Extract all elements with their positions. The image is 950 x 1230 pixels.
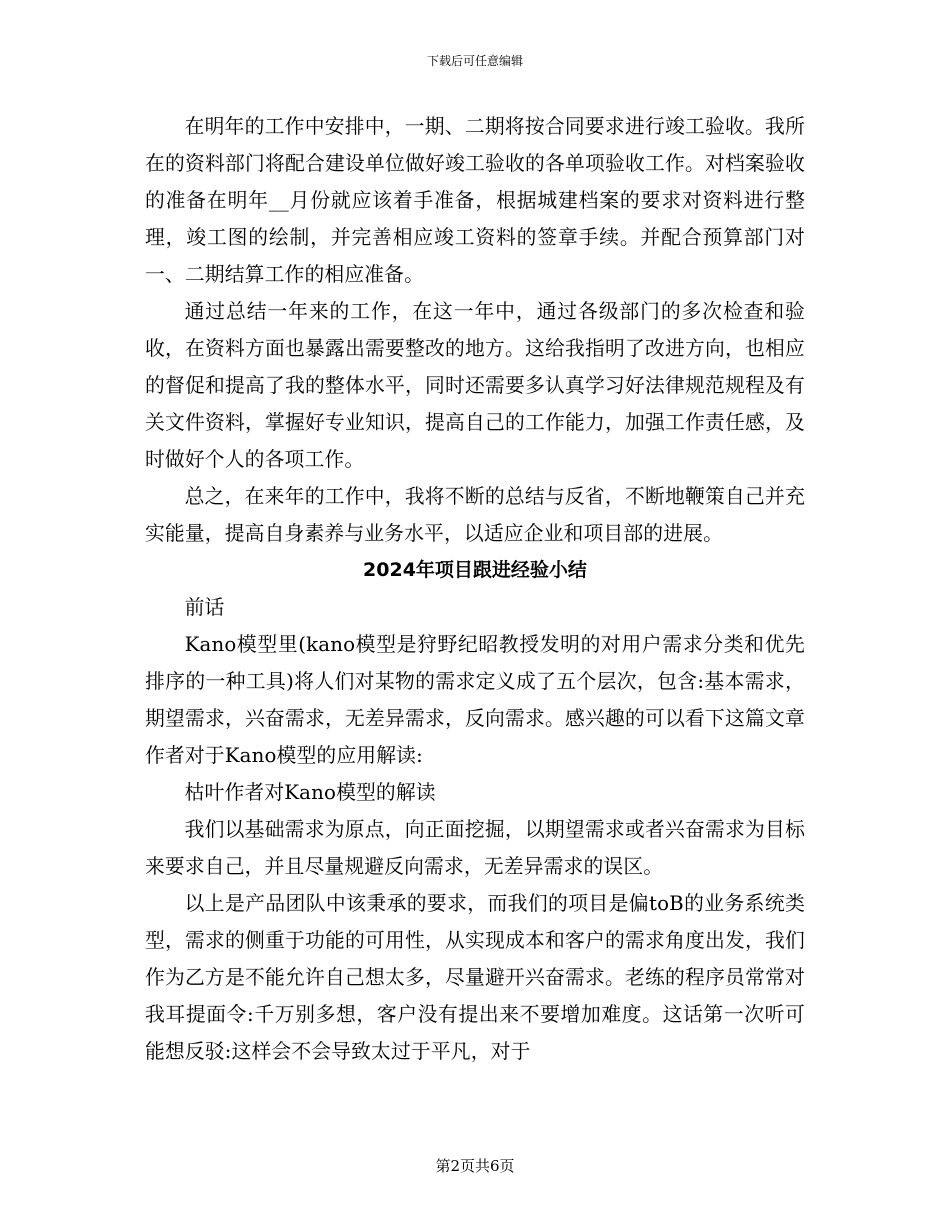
document-body [145,108,805,1070]
page-header: 下载后可任意编辑 [426,54,523,68]
paragraph-acceptance-plan: 在明年的工作中安排中，一期、二期将按合同要求进行竣工验收。我所在的资料部门将配合建设单位做好竣工验收的各单项验收工作。对档案验收的准备在明年__月份就应该着手准备，根据城建档案的要求对资料进行整理，竣工图的绘制，并完善相应竣工资料的签章手续。并配合预算部门对一、二期结算工作的相应准备。 [145,115,805,286]
paragraph-basic-needs: 我们以基础需求为原点，向正面挖掘，以期望需求或者兴奋需求为目标来要求自己，并且尽量规避反向需求，无差异需求的误区。 [145,818,805,878]
section-heading: 2024年项目跟进经验小结 [363,559,587,581]
paragraph-kano-reference: 枯叶作者对Kano模型的解读 [184,781,436,804]
paragraph-preface: 前话 [184,596,225,619]
paragraph-kano-intro: Kano模型里(kano模型是狩野纪昭教授发明的对用户需求分类和优先排序的一种工具)将人们对某物的需求定义成了五个层次，包含:基本需求，期望需求，兴奋需求，无差异需求，反向需求。感兴趣的可以看下这篇文章作者对于Kano模型的应用解读: [145,633,805,767]
paragraph-year-review: 通过总结一年来的工作，在这一年中，通过各级部门的多次检查和验收，在资料方面也暴露出需要整改的地方。这给我指明了改进方向，也相应的督促和提高了我的整体水平，同时还需要多认真学习好法律规范规程及有关文件资料，掌握好专业知识，提高自己的工作能力，加强工作责任感，及时做好个人的各项工作。 [145,300,805,471]
paragraph-conclusion: 总之，在来年的工作中，我将不断的总结与反省，不断地鞭策自己并充实能量，提高自身素养与业务水平，以适应企业和项目部的进展。 [145,485,805,545]
page-footer: 第2页共6页 [435,1157,515,1175]
paragraph-tob-project: 以上是产品团队中该秉承的要求，而我们的项目是偏toB的业务系统类型，需求的侧重于功能的可用性，从实现成本和客户的需求角度出发，我们作为乙方是不能允许自己想太多，尽量避开兴奋需求。老练的程序员常常对我耳提面令:千万别多想，客户没有提出来不要增加难度。这话第一次听可能想反驳:这样会不会导致太过于平凡，对于 [145,892,805,1063]
